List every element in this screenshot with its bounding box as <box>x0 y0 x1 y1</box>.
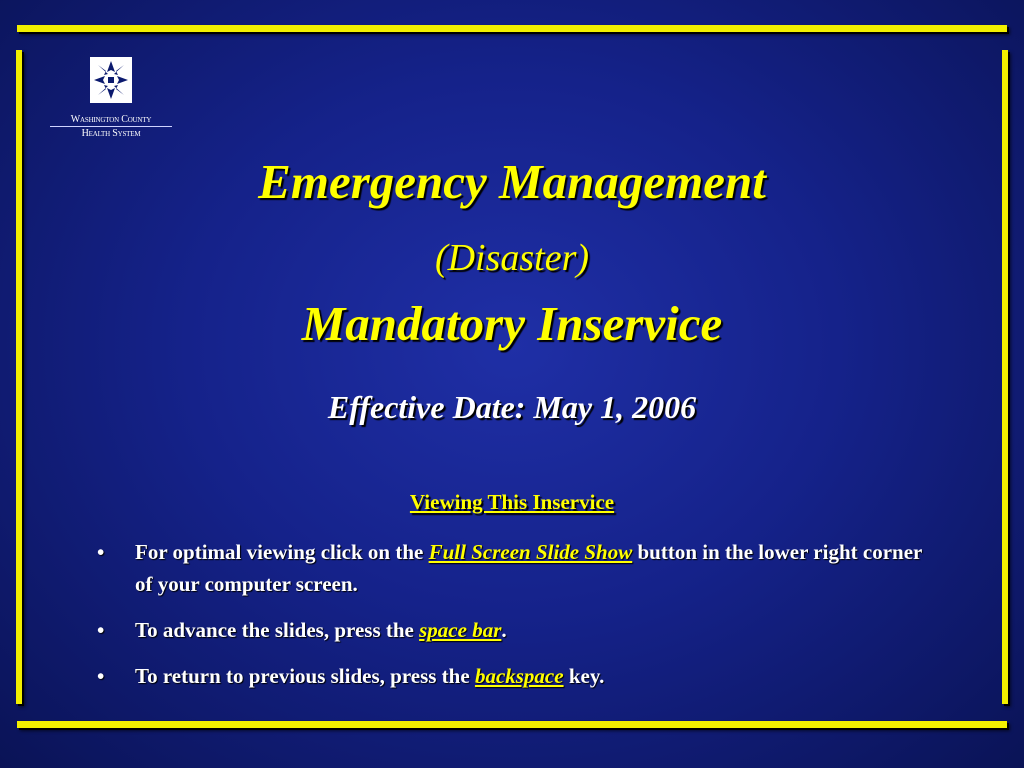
bullet-marker: • <box>97 540 105 564</box>
highlighted-term: Full Screen Slide Show <box>428 540 633 564</box>
list-item-text: To advance the slides, press the <box>135 618 420 642</box>
bullet-marker: • <box>97 664 105 688</box>
list-item-text: To return to previous slides, press the <box>135 664 475 688</box>
section-heading: Viewing This Inservice <box>409 490 615 514</box>
list-item-text: key. <box>563 664 605 688</box>
highlighted-term: backspace <box>474 664 564 688</box>
list-item <box>95 614 935 646</box>
slide-title-secondary: Mandatory Inservice <box>301 296 723 351</box>
organization-logo <box>50 57 172 139</box>
list-item <box>95 536 935 600</box>
slide-subtitle: (Disaster) <box>434 237 590 279</box>
slide-title: Emergency Management <box>258 154 766 209</box>
star-quilt-icon <box>90 57 132 103</box>
bottom-border-bar <box>17 721 1007 728</box>
list-item <box>95 660 935 692</box>
list-item-text: button in the lower right corner of your computer screen. <box>135 540 922 596</box>
list-item-text: . <box>501 618 507 642</box>
logo-text-line2: Health System <box>81 128 141 139</box>
list-item-text: For optimal viewing click on the <box>135 540 429 564</box>
right-border-bar <box>1002 50 1008 704</box>
instruction-list <box>95 536 935 706</box>
left-border-bar <box>16 50 22 704</box>
highlighted-term: space bar <box>419 618 502 642</box>
logo-text-line1: Washington County <box>50 114 172 127</box>
bullet-marker: • <box>97 618 105 642</box>
effective-date: Effective Date: May 1, 2006 <box>327 389 697 425</box>
top-border-bar <box>17 25 1007 32</box>
